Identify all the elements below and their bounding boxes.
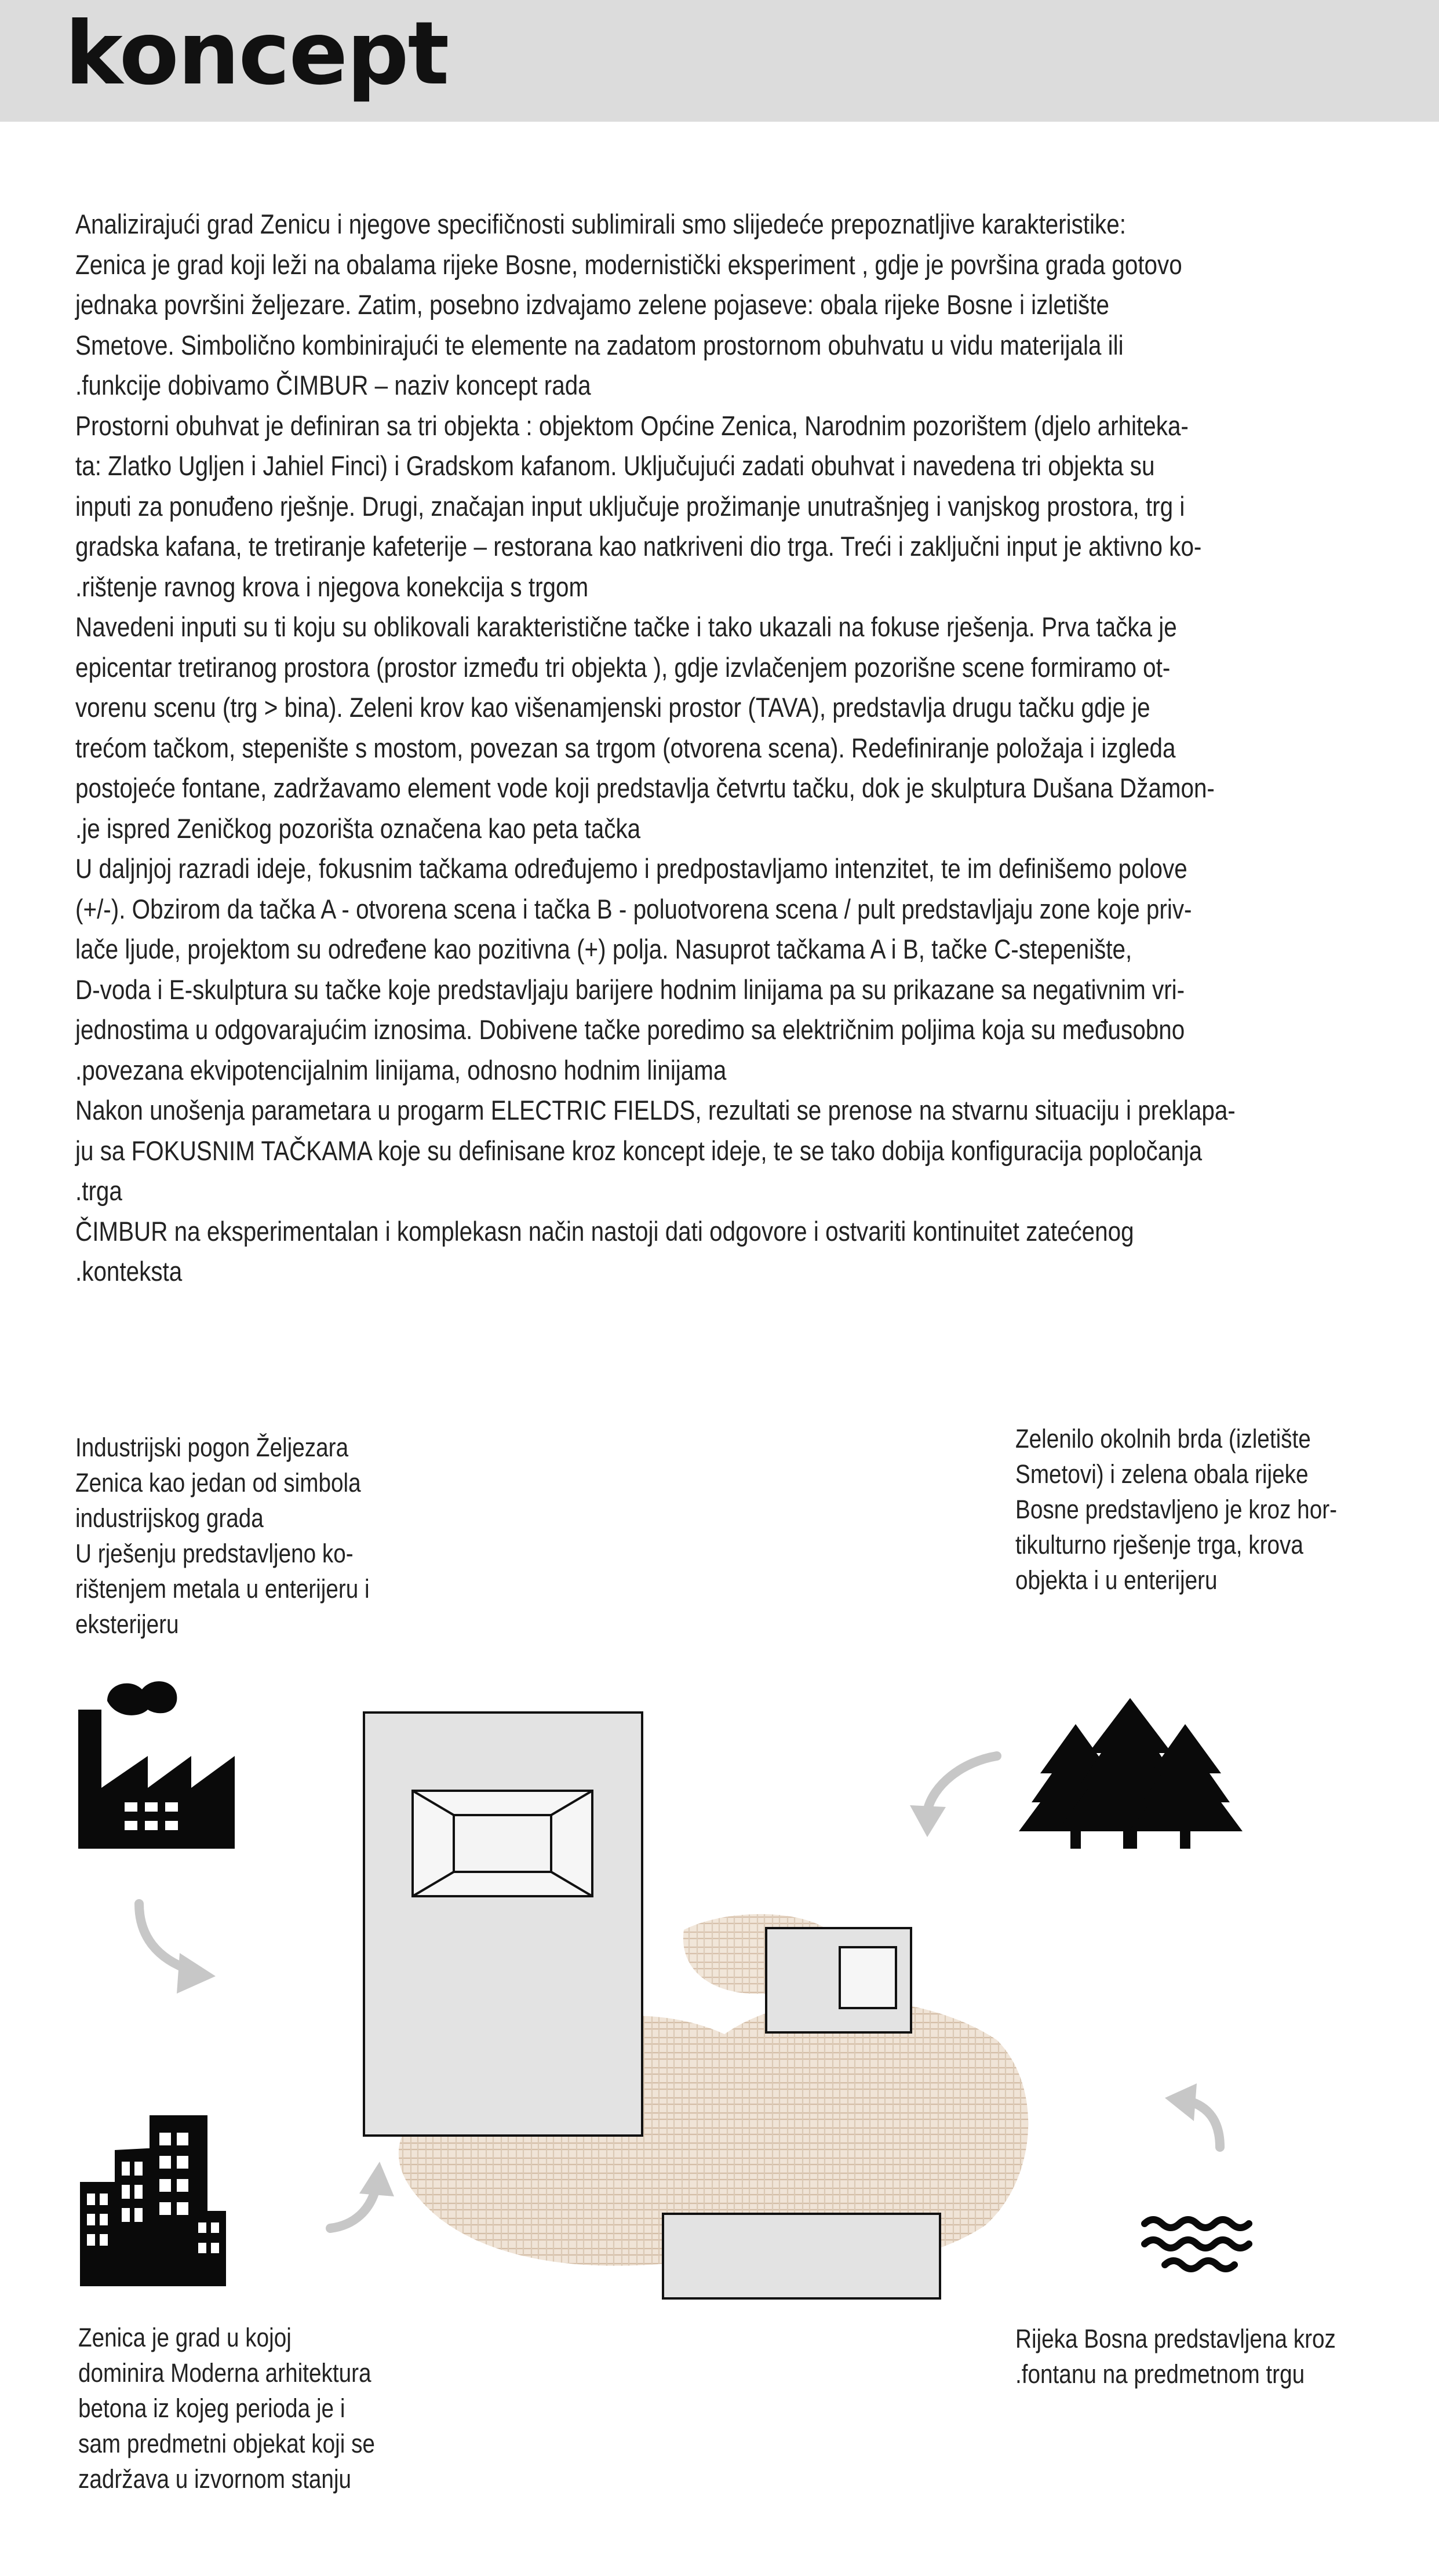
caption-steel-factory [75, 1430, 394, 1642]
theatre-building [663, 2214, 940, 2298]
buildings-icon [80, 2115, 226, 2286]
caption-modern-architecture [78, 2320, 417, 2497]
municipality-building [364, 1713, 642, 2136]
text-line: .povezana ekvipotencijalnim linijama, odnosno hodnim linijama [75, 1054, 727, 1085]
city-cafe-building [766, 1928, 911, 2032]
text-line: Analizirajući grad Zenicu i njegove specifičnosti sublimirali smo slijedeće prepoznatljive karakteristike: [75, 209, 1126, 239]
caption-line: Industrijski pogon Željezara [75, 1433, 349, 1462]
text-line: jednaka površini željezare. Zatim, posebno izdvajamo zelene pojaseve: obala rijeke Bosne i izletište [75, 289, 1109, 320]
caption-line: industrijskog grada [75, 1503, 264, 1533]
text-line: trećom tačkom, stepenište s mostom, povezan sa trgom (otvorena scena). Redefiniranje položaja i izgleda [75, 732, 1176, 763]
caption-line: U rješenju predstavljeno ko- [75, 1539, 354, 1568]
text-line: .konteksta [75, 1256, 183, 1287]
caption-line: tikulturno rješenje trga, krova [1015, 1530, 1303, 1560]
caption-line: Zenica kao jedan od simbola [75, 1468, 361, 1497]
caption-line: objekta i u enterijeru [1015, 1565, 1218, 1595]
caption-line: Zelenilo okolnih brda (izletište [1015, 1424, 1311, 1453]
text-line: .rištenje ravnog krova i njegova konekcija s trgom [75, 571, 589, 602]
concept-diagram [0, 1623, 1439, 2318]
text-line: .je ispred Zeničkog pozorišta označena kao peta tačka [75, 812, 641, 844]
text-line: Zenica je grad koji leži na obalama rijeke Bosne, modernistički eksperiment , gdje je površina grada gotovo [75, 249, 1182, 280]
text-line: ju sa FOKUSNIM TAČKAMA koje su definisane kroz koncept ideje, te se tako dobija konfiguracija popločanja [75, 1135, 1203, 1166]
text-line: U daljnjoj razradi ideje, fokusnim tačkama određujemo i predpostavljamo intenzitet, te im definišemo polove [75, 853, 1187, 884]
caption-line: Smetovi) i zelena obala rijeke [1015, 1459, 1309, 1489]
text-line: .trga [75, 1175, 122, 1206]
caption-line: sam predmetni objekat koji se [78, 2429, 375, 2458]
text-line: jednostima u odgovarajućim iznosima. Dobivene tačke poredimo sa električnim poljima koja su međusobno [75, 1014, 1185, 1045]
text-line: epicentar tretiranog prostora (prostor između tri objekta ), gdje izvlačenjem pozorišne scene formiramo ot- [75, 651, 1171, 683]
text-line: (+/-). Obzirom da tačka A - otvorena scena i tačka B - poluotvorena scena / pult predstavljaju zone koje priv- [75, 893, 1192, 924]
caption-line: .fontanu na predmetnom trgu [1015, 2359, 1305, 2389]
concept-description [75, 204, 1379, 1292]
caption-green-hills [1015, 1421, 1354, 1598]
caption-line: betona iz kojeg perioda je i [78, 2393, 345, 2423]
water-waves-icon [1145, 2220, 1249, 2269]
caption-line: Zenica je grad u kojoj [78, 2323, 292, 2352]
page-title: koncept [65, 3, 449, 104]
text-line: Nakon unošenja parametara u progarm ELECTRIC FIELDS, rezultati se prenose na stvarnu situaciju i preklapa- [75, 1095, 1236, 1125]
caption-line: zadržava u izvornom stanju [78, 2464, 352, 2494]
text-line: lače ljude, projektom su određene kao pozitivna (+) polja. Nasuprot tačkama A i B, tačke C-stepenište, [75, 934, 1132, 964]
text-line: Navedeni inputi su ti koju su oblikovali karakteristične tačke i tako ukazali na fokuse rješenja. Prva tačka je [75, 611, 1177, 642]
factory-icon [78, 1681, 235, 1849]
text-line: inputi za ponuđeno rješnje. Drugi, značajan input uključuje prožimanje unutrašnjeg i vanjskog prostora, trg i [75, 490, 1185, 522]
trees-icon [1019, 1698, 1243, 1849]
caption-line: Rijeka Bosna predstavljena kroz [1015, 2324, 1336, 2353]
caption-line: dominira Moderna arhitektura [78, 2358, 371, 2388]
text-line: vorenu scenu (trg > bina). Zeleni krov kao višenamjenski prostor (TAVA), predstavlja drugu tačku gdje je [75, 692, 1150, 723]
text-line: ta: Zlatko Ugljen i Jahiel Finci) i Gradskom kafanom. Uključujući zadati obuhvat i navedena tri objekta su [75, 450, 1155, 481]
text-line: gradska kafana, te tretiranje kafeterije – restorana kao natkriveni dio trga. Treći i zaključni input je aktivno ko- [75, 531, 1202, 562]
text-line: .funkcije dobivamo ČIMBUR – naziv koncept rada [75, 370, 591, 400]
text-line: ČIMBUR na eksperimentalan i komplekasn način nastoji dati odgovore i ostvariti kontinuitet zatećenog [75, 1215, 1134, 1247]
text-line: postojeće fontane, zadržavamo element vode koji predstavlja četvrtu tačku, dok je skulptura Dušana Džamon- [75, 773, 1215, 803]
text-line: Smetove. Simbolično kombinirajući te elemente na zadatom prostornom obuhvatu u vidu materijala ili [75, 329, 1124, 360]
caption-line: rištenjem metala u enterijeru i [75, 1574, 370, 1604]
caption-river-bosna [1015, 2321, 1364, 2392]
page-header [0, 0, 1439, 122]
caption-line: Bosne predstavljeno je kroz hor- [1015, 1495, 1337, 1524]
text-line: Prostorni obuhvat je definiran sa tri objekta : objektom Općine Zenica, Narodnim pozorištem (djelo arhiteka- [75, 410, 1189, 441]
caption-line: eksterijeru [75, 1609, 179, 1639]
text-line: D-voda i E-skulptura su tačke koje predstavljaju barijere hodnim linijama pa su prikazane sa negativnim vri- [75, 974, 1185, 1005]
